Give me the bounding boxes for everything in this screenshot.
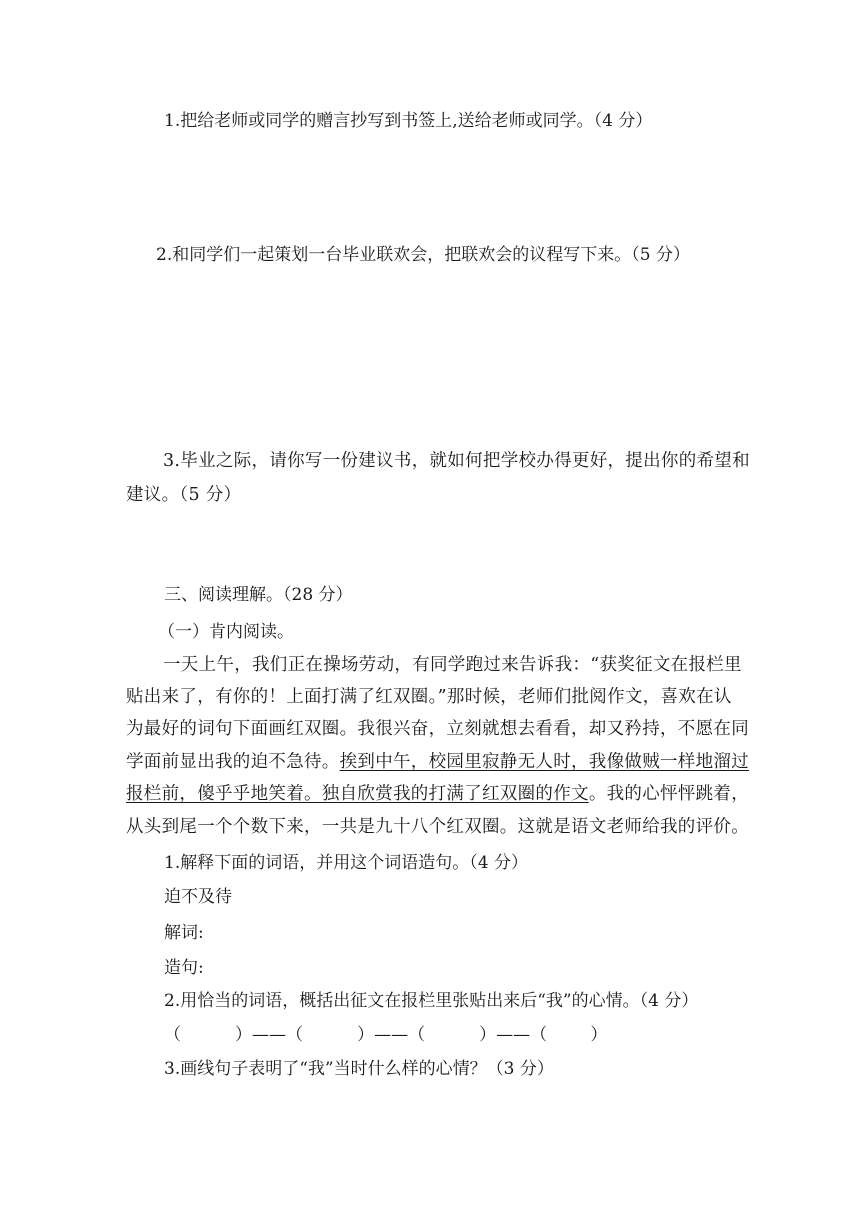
question-2-party-plan: 2.和同学们一起策划一台毕业联欢会，把联欢会的议程写下来。（5 分） bbox=[156, 245, 690, 265]
question-3-line-1 bbox=[126, 450, 750, 472]
passage-line-3: 为最好的词句下面画红双圈。我很兴奋，立刻就想去看看，却又矜持，不愿在同 bbox=[126, 719, 749, 739]
passage-line-6: 从头到尾一个个数下来，一共是九十八个红双圈。这就是语文老师给我的评价。 bbox=[126, 817, 749, 837]
passage-line-2: 贴出来了，有你的！上面打满了红双圈。”那时候，老师们批阅作文，喜欢在认 bbox=[126, 687, 732, 707]
vocab-word: 迫不及待 bbox=[164, 887, 232, 907]
passage-line-1 bbox=[126, 654, 742, 676]
mood-blanks: （ ）——（ ）——（ ）——（ ） bbox=[164, 1025, 608, 1045]
passage-text-4a: 学面前显出我的迫不急待。 bbox=[126, 752, 340, 772]
question-3-text: 3.毕业之际，请你写一份建议书，就如何把学校办得更好，提出你的希望和 bbox=[163, 451, 750, 471]
explain-label: 解词: bbox=[164, 923, 204, 943]
reading-question-1: 1.解释下面的词语，并用这个词语造句。（4 分） bbox=[164, 853, 528, 873]
reading-question-2: 2.用恰当的词语，概括出征文在报栏里张贴出来后“我”的心情。（4 分） bbox=[164, 991, 699, 1011]
underlined-sentence-part-2: 报栏前，傻乎乎地笑着。独自欣赏我的打满了红双圈的作文 bbox=[126, 784, 589, 804]
passage-text-5b: 。我的心怦怦跳着， bbox=[588, 784, 750, 804]
passage-text-1: 一天上午，我们正在操场劳动，有同学跑过来告诉我：“获奖征文在报栏里 bbox=[163, 655, 742, 675]
section-heading: 三、阅读理解。（28 分） bbox=[164, 585, 353, 605]
passage-line-5 bbox=[126, 783, 750, 805]
question-3-line-2: 建议。（5 分） bbox=[126, 485, 242, 505]
sentence-label: 造句: bbox=[164, 958, 204, 978]
question-1-bookmark: 1.把给老师或同学的赠言抄写到书签上,送给老师或同学。（4 分） bbox=[164, 111, 653, 131]
sub-section-heading: （一）肯内阅读。 bbox=[158, 622, 294, 642]
passage-line-4 bbox=[126, 751, 750, 773]
reading-question-3: 3.画线句子表明了“我”当时什么样的心情？（3 分） bbox=[164, 1059, 554, 1079]
underlined-sentence-part-1: 挨到中午，校园里寂静无人时，我像做贼一样地溜过 bbox=[339, 752, 750, 772]
